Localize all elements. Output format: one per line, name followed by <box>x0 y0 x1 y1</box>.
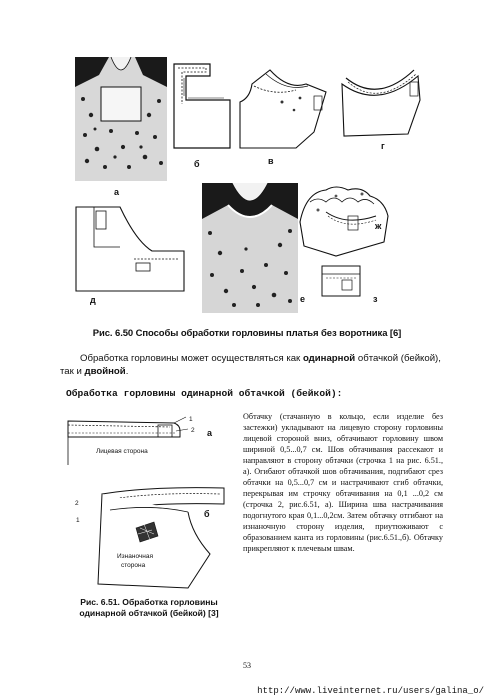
section-heading: Обработка горловины одинарной обтачкой (бейкой): <box>66 388 343 399</box>
figure-650-z-fold <box>318 260 364 302</box>
figure-651-caption-line1: Рис. 6.51. Обработка горловины <box>80 597 218 607</box>
intro-text-before: Обработка горловины может осуществляться как <box>80 353 303 364</box>
source-url: http://www.liveinternet.ru/users/galina_o/ <box>257 686 484 696</box>
fig651-num1-bottom: 1 <box>76 517 80 524</box>
figure-650-g-neckline <box>338 60 424 140</box>
label-d: д <box>90 295 96 305</box>
intro-paragraph <box>60 352 452 378</box>
figure-650-d-detail <box>74 201 188 295</box>
figure-650-e-dress <box>202 183 298 313</box>
intro-bold-single: одинарной <box>302 353 356 364</box>
label-v: в <box>268 156 274 166</box>
fig651-num1-top: 1 <box>189 416 193 423</box>
label-a: а <box>114 187 120 197</box>
figure-650-a-dress <box>75 57 167 181</box>
page-number: 53 <box>243 661 251 670</box>
label-g: г <box>381 141 385 151</box>
body-paragraph: Обтачку (стачанную в кольцо, если изделие без застежки) укладывают на лицевую сторону горловины лицевой стороной вниз, обтачивают горловину швом шириной 0,5...0,7 см. Шов обтачивания рассекают и направляют в сторону обтачки (строчка 1 на рис. 6.51., а). Огибают обтачкой шов обтачивания, подгибают срез обтачки на 0,5...0,7 см и настрачивают сгиб обтачки, перекрывая им строчку обтачивания на 0,1 ...0,2 см (строчка 2, рис.6.51, а). Ширина шва настрачивания подогнутого края 0,1...0,2см. Затем обтачку отгибают на изнаночную сторону изделия, приутюживают с образованием канта из горловины (рис.6.51.,б). Обтачку прикрепляют к плечевым швам. <box>243 412 443 553</box>
figure-651-caption-line2: одинарной обтачкой (бейкой) [3] <box>79 608 219 618</box>
figure-650-caption: Рис. 6.50 Способы обработки горловины платья без воротника [6] <box>92 328 402 339</box>
intro-text-after: . <box>125 366 129 377</box>
figure-650-zh-ruffle <box>296 182 396 258</box>
fig651-label-face-side: Лицевая сторона <box>96 448 148 455</box>
fig651-label-wrong-side-2: сторона <box>121 562 146 569</box>
fig651-marker-a: а <box>207 428 213 438</box>
intro-bold-double: двойной <box>84 366 126 377</box>
figure-651-caption <box>64 597 234 619</box>
label-z: з <box>373 294 378 304</box>
label-b: б <box>194 159 200 169</box>
fig651-num2-top: 2 <box>191 427 195 434</box>
fig651-num2-bottom: 2 <box>75 500 79 507</box>
intro-text-middle: обтачкой (бейкой), так и <box>60 353 441 377</box>
label-zh: ж <box>375 221 382 231</box>
figure-651-b-drawing <box>92 484 230 592</box>
fig651-label-wrong-side-1: Изнаночная <box>117 553 154 560</box>
figure-650-b-pattern <box>170 60 238 152</box>
label-e: е <box>300 294 306 304</box>
figure-650-v-bodice <box>236 62 330 152</box>
fig651-marker-b: б <box>204 509 210 519</box>
figure-651-a-drawing <box>66 415 196 467</box>
